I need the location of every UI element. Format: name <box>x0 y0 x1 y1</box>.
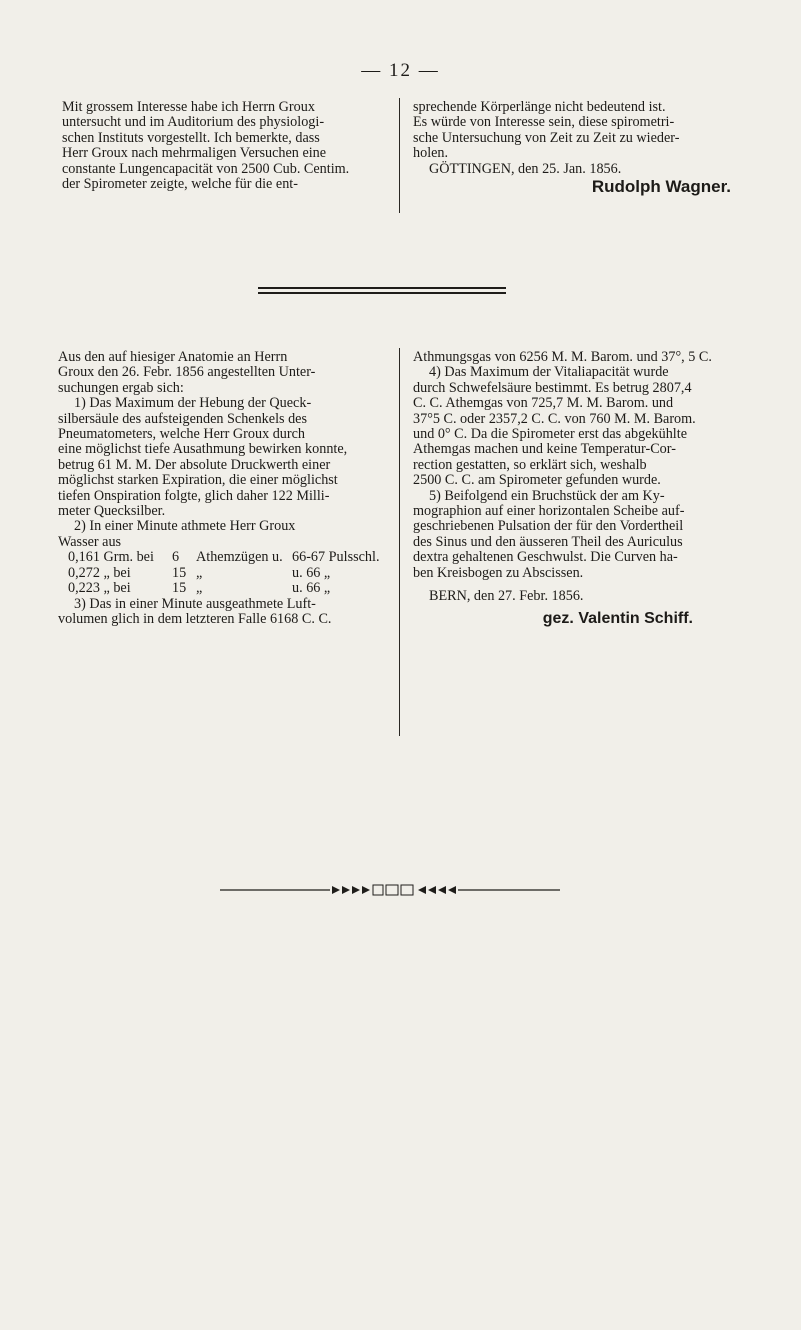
text-line: eine möglichst tiefe Ausathmung bewirken konnte, <box>58 441 348 458</box>
separator-rule-bottom <box>258 292 506 294</box>
table-cell-pulse: u. 66 „ <box>292 580 331 597</box>
text-line: Wasser aus <box>58 533 122 550</box>
text-line: möglichst starken Expiration, die einer möglichst <box>58 472 338 489</box>
table-cell-count: 15 <box>172 564 187 581</box>
signature: Rudolph Wagner. <box>591 177 731 197</box>
text-line: Aus den auf hiesiger Anatomie an Herrn <box>58 349 288 365</box>
place-date: GÖTTINGEN, den 25. Jan. 1856. <box>429 160 622 177</box>
text-line: ben Kreisbogen zu Abscissen. <box>413 564 584 581</box>
text-line: rection gestatten, so erklärt sich, weshalb <box>413 456 647 473</box>
text-line: schen Instituts vorgestellt. Ich bemerkte, dass <box>62 129 320 146</box>
place-date-2: BERN, den 27. Febr. 1856. <box>429 588 584 605</box>
text-line: meter Quecksilber. <box>58 503 166 520</box>
text-line: dextra gehaltenen Geschwulst. Die Curven ha- <box>413 549 678 566</box>
text-line: 5) Beifolgend ein Bruchstück der am Ky- <box>429 487 665 504</box>
text-line: Mit grossem Interesse habe ich Herrn Groux <box>62 99 315 115</box>
text-line: mographion auf einer horizontalen Scheibe auf- <box>413 503 685 520</box>
text-line: Herr Groux nach mehrmaligen Versuchen eine <box>62 145 327 162</box>
table-row <box>58 566 391 581</box>
text-line: Pneumatometers, welche Herr Groux durch <box>58 426 306 443</box>
text-line: untersucht und im Auditorium des physiologi- <box>62 114 325 131</box>
column-divider <box>399 98 400 213</box>
text-line: geschriebenen Pulsation der für den Vordertheil <box>413 518 684 535</box>
text-line: 2500 C. C. am Spirometer gefunden wurde. <box>413 472 661 489</box>
table-cell-count: 15 <box>172 580 187 597</box>
text-line: constante Lungencapacität von 2500 Cub. Centim. <box>62 160 350 177</box>
text-line: Es würde von Interesse sein, diese spirometri- <box>413 114 675 131</box>
separator-rule-top <box>258 287 506 289</box>
page-number: — 12 — <box>361 60 440 81</box>
table-cell-amount: 0,161 Grm. bei <box>68 549 154 566</box>
text-line: suchungen ergab sich: <box>58 379 184 396</box>
table-cell-amount: 0,223 „ bei <box>68 580 131 597</box>
column-divider-2 <box>399 348 400 736</box>
text-line: betrug 61 M. M. Der absolute Druckwerth einer <box>58 456 331 473</box>
text-line: 4) Das Maximum der Vitaliapacität wurde <box>429 364 669 381</box>
text-line: Athmungsgas von 6256 M. M. Barom. und 37°, 5 C. <box>413 349 712 365</box>
text-line: C. C. Athemgas von 725,7 M. M. Barom. und <box>413 395 674 412</box>
table-row <box>58 550 391 565</box>
text-line: sprechende Körperlänge nicht bedeutend ist. <box>413 99 666 115</box>
text-line: und 0° C. Da die Spirometer erst das abgekühlte <box>413 426 687 443</box>
article2-right-column <box>413 350 743 626</box>
table-cell-pulse: 66-67 Pulsschl. <box>292 549 380 566</box>
article2-left-column <box>58 350 391 627</box>
table-cell-amount: 0,272 „ bei <box>68 564 131 581</box>
text-line: 2) In einer Minute athmete Herr Groux <box>74 518 296 535</box>
text-line: Groux den 26. Febr. 1856 angestellten Unter- <box>58 364 316 381</box>
water-table <box>58 550 391 596</box>
text-line: tiefen Onspiration folgte, glich daher 122 Milli- <box>58 487 330 504</box>
table-cell-unit: „ <box>196 564 203 581</box>
text-line: silbersäule des aufsteigenden Schenkels des <box>58 410 307 427</box>
signature-2: gez. Valentin Schiff. <box>542 609 693 627</box>
table-cell-pulse: u. 66 „ <box>292 564 331 581</box>
article1-right-column <box>413 99 743 197</box>
text-line: des Sinus und den äusseren Theil des Auriculus <box>413 533 683 550</box>
table-cell-unit: „ <box>196 580 203 597</box>
text-line: Athemgas machen und keine Temperatur-Cor- <box>413 441 676 458</box>
table-cell-count: 6 <box>172 549 180 566</box>
text-line: volumen glich in dem letzteren Falle 6168 C. C. <box>58 610 332 627</box>
ornament-divider <box>220 883 560 897</box>
table-row <box>58 581 391 596</box>
article1-left-column <box>62 100 387 192</box>
text-line: durch Schwefelsäure bestimmt. Es betrug 2807,4 <box>413 379 692 396</box>
text-line: holen. <box>413 145 449 162</box>
table-cell-unit: Athemzügen u. <box>196 549 283 566</box>
text-line: der Spirometer zeigte, welche für die ent- <box>62 176 298 193</box>
text-line: sche Untersuchung von Zeit zu Zeit zu wieder- <box>413 129 680 146</box>
text-line: 3) Das in einer Minute ausgeathmete Luft- <box>74 595 316 612</box>
text-line: 1) Das Maximum der Hebung der Queck- <box>74 395 312 412</box>
text-line: 37°5 C. oder 2357,2 C. C. von 760 M. M. Barom. <box>413 410 696 427</box>
